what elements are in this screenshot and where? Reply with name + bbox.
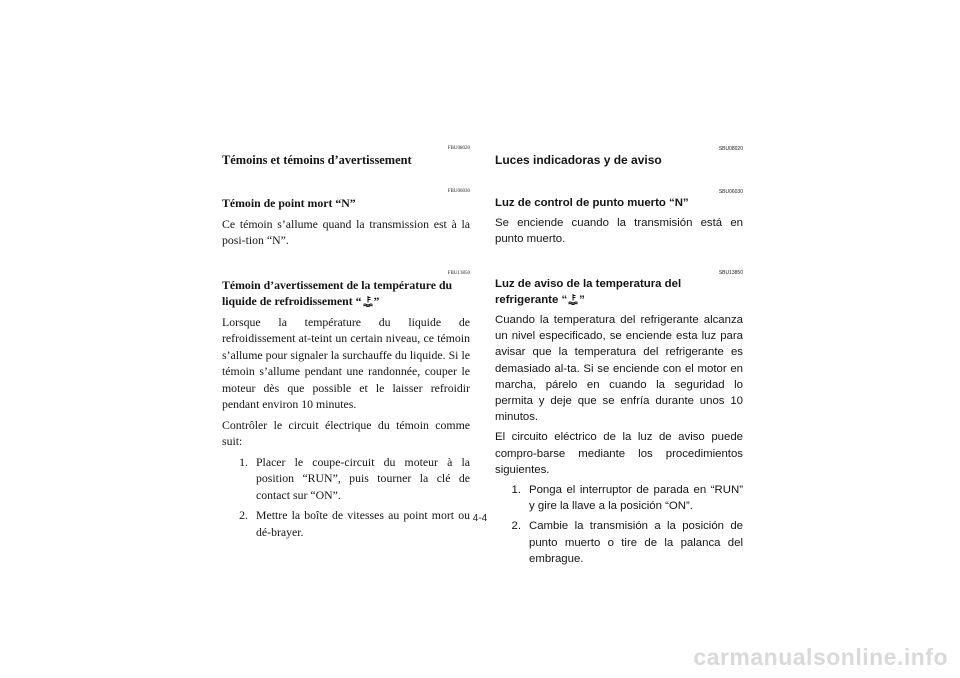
french-column bbox=[222, 146, 470, 540]
watermark: carmanualsonline.info bbox=[693, 644, 948, 670]
steps-list-fr bbox=[222, 454, 470, 541]
coolant-heading-fr bbox=[222, 277, 470, 310]
coolant-temperature-icon bbox=[567, 293, 579, 305]
coolant-body-fr: Lorsque la température du liquide de refroidissement at-teint un certain niveau, ce témoin s’allume pour signaler la surchauffe du liquide. Si le témoin s’allume pendant une randonnée, couper le moteur dès que possible et le laisser refroidir pendant environ 10 minutes. bbox=[222, 314, 470, 411]
circuit-check-intro-es: El circuito eléctrico de la luz de aviso puede compro-barse mediante los procedimientos siguientes. bbox=[495, 431, 743, 476]
coolant-heading-text: Luz de aviso de la temperatura del refrigerante “ bbox=[495, 277, 682, 306]
spanish-column bbox=[495, 146, 743, 567]
section-code: FBU08020 bbox=[447, 146, 470, 151]
step-text: Ponga el interruptor de parada en “RUN” y gire la llave a la posición “ON”. bbox=[529, 484, 743, 513]
coolant-temperature-icon bbox=[362, 295, 374, 307]
section-code: SBU13850 bbox=[718, 269, 743, 276]
circuit-check-intro-fr: Contrôler le circuit électrique du témoin comme suit: bbox=[222, 417, 470, 448]
section-code: SBU08020 bbox=[718, 146, 743, 152]
coolant-body-es: Cuando la temperatura del refrigerante alcanza un nivel especificado, se enciende esta luz para avisar que la temperatura del refrigerante es demasiado al-ta. Si se enciende con el motor en marcha, párelo en cuando la seguridad lo permita y deje que se enfría durante unos 10 minutos. bbox=[495, 314, 743, 424]
coolant-heading-es bbox=[495, 276, 743, 308]
list-item bbox=[222, 507, 470, 540]
neutral-heading-es: Luz de control de punto muerto “N” bbox=[495, 197, 689, 209]
step-text: Mettre la boîte de vitesses au point mort ou dé-brayer. bbox=[256, 508, 470, 539]
main-title-es: Luces indicadoras y de aviso bbox=[495, 153, 662, 167]
section-code: FBU13850 bbox=[447, 270, 470, 276]
step-number: 1. bbox=[239, 454, 248, 469]
step-number: 1. bbox=[511, 484, 521, 497]
page-number: 4-4 bbox=[472, 513, 488, 524]
coolant-heading-close: ” bbox=[373, 294, 380, 308]
neutral-body-fr: Ce témoin s’allume quand la transmission est à la posi-tion “N”. bbox=[222, 216, 470, 247]
coolant-heading-close: ” bbox=[579, 293, 585, 306]
coolant-heading-text: Témoin d’avertissement de la température du liquide de refroidissement “ bbox=[222, 277, 453, 308]
list-item bbox=[495, 518, 743, 567]
step-number: 2. bbox=[239, 508, 248, 522]
neutral-heading-fr: Témoin de point mort “N” bbox=[222, 196, 356, 210]
step-text: Placer le coupe-circuit du moteur à la position “RUN”, puis tourner la clé de contact sur “ON”. bbox=[256, 454, 470, 502]
section-code: SBU06030 bbox=[718, 189, 743, 195]
step-text: Cambie la transmisión a la posición de punto muerto o tire de la palanca del embrague. bbox=[529, 520, 743, 565]
main-title-fr: Témoins et témoins d’avertissement bbox=[222, 153, 412, 167]
section-code: FBU06030 bbox=[447, 189, 470, 194]
steps-list-es bbox=[495, 482, 743, 567]
step-number: 2. bbox=[511, 520, 521, 533]
neutral-body-es: Se enciende cuando la transmisión está en punto muerto. bbox=[495, 217, 743, 246]
list-item bbox=[222, 454, 470, 504]
list-item bbox=[495, 482, 743, 514]
